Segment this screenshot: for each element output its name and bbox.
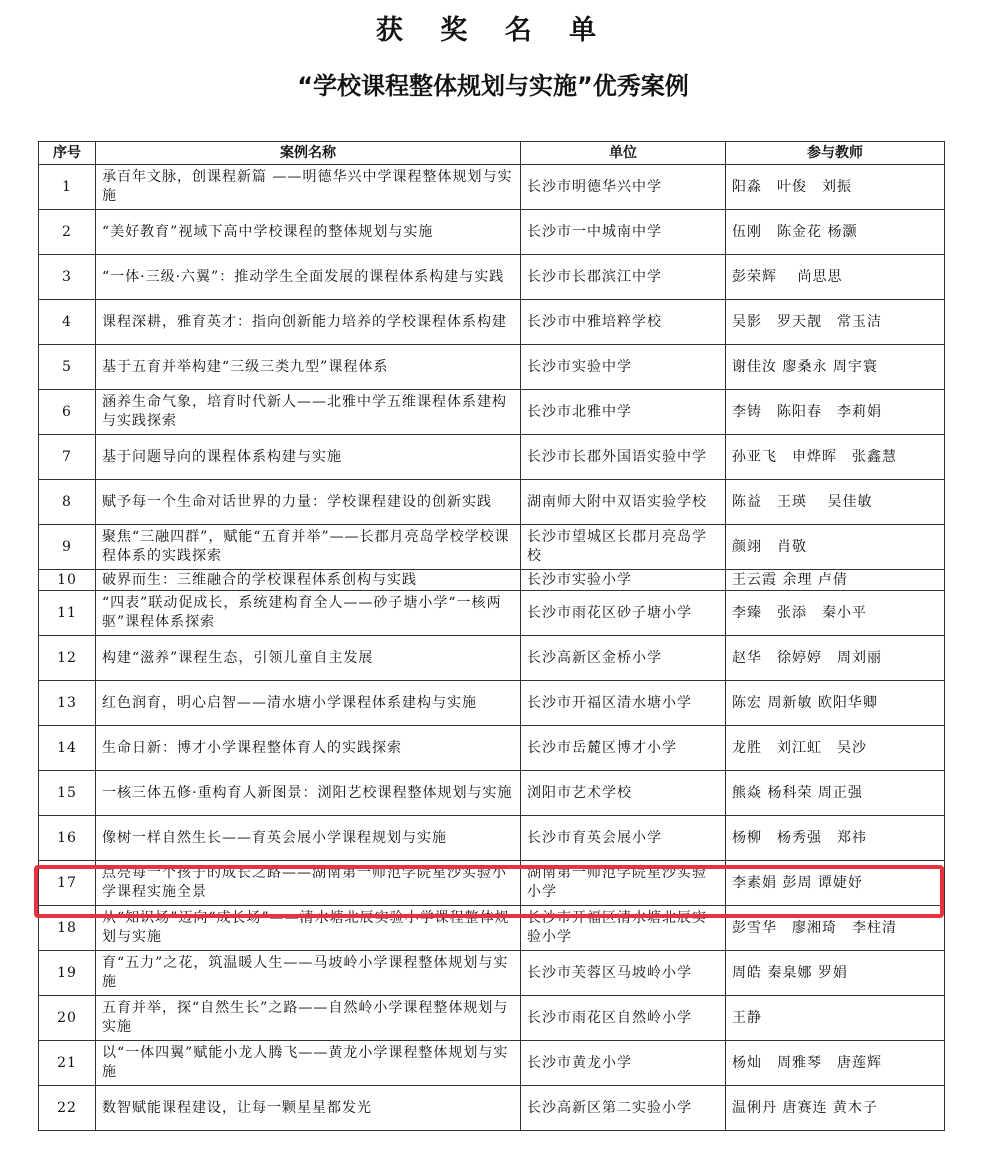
row-unit: 长沙市实验小学 bbox=[521, 570, 726, 591]
row-case-name: 一核三体五修·重构育人新图景：浏阳艺校课程整体规划与实施 bbox=[96, 771, 521, 816]
row-teachers: 杨灿 周雅琴 唐莲辉 bbox=[726, 1041, 945, 1086]
row-teachers: 陈益 王瑛 吴佳敏 bbox=[726, 480, 945, 525]
row-index: 6 bbox=[39, 390, 96, 435]
row-case-name: 课程深耕，雅育英才：指向创新能力培养的学校课程体系构建 bbox=[96, 300, 521, 345]
row-index: 17 bbox=[39, 861, 96, 906]
row-unit: 长沙市中雅培粹学校 bbox=[521, 300, 726, 345]
row-teachers: 阳淼 叶俊 刘振 bbox=[726, 165, 945, 210]
row-teachers: 王云霞 余理 卢倩 bbox=[726, 570, 945, 591]
table-row bbox=[39, 726, 945, 771]
row-unit: 长沙市雨花区砂子塘小学 bbox=[521, 591, 726, 636]
row-unit: 长沙高新区金桥小学 bbox=[521, 636, 726, 681]
row-index: 2 bbox=[39, 210, 96, 255]
row-unit: 长沙市北雅中学 bbox=[521, 390, 726, 435]
row-case-name: 五育并举，探“自然生长”之路——自然岭小学课程整体规划与实施 bbox=[96, 996, 521, 1041]
row-index: 19 bbox=[39, 951, 96, 996]
row-case-name: 基于五育并举构建“三级三类九型”课程体系 bbox=[96, 345, 521, 390]
table-row bbox=[39, 435, 945, 480]
header-teachers: 参与教师 bbox=[726, 142, 945, 165]
row-case-name: 从“知识场”迈向“成长场”——清水塘北辰实验小学课程整体规划与实施 bbox=[96, 906, 521, 951]
row-index: 14 bbox=[39, 726, 96, 771]
table-row bbox=[39, 1086, 945, 1131]
row-unit: 长沙市黄龙小学 bbox=[521, 1041, 726, 1086]
row-unit: 长沙市一中城南中学 bbox=[521, 210, 726, 255]
table-row bbox=[39, 861, 945, 906]
row-teachers: 彭荣辉 尚思思 bbox=[726, 255, 945, 300]
row-teachers: 孙亚飞 申烨晖 张鑫慧 bbox=[726, 435, 945, 480]
row-unit: 长沙市雨花区自然岭小学 bbox=[521, 996, 726, 1041]
row-index: 7 bbox=[39, 435, 96, 480]
row-unit: 湖南师大附中双语实验学校 bbox=[521, 480, 726, 525]
table-row bbox=[39, 636, 945, 681]
row-index: 4 bbox=[39, 300, 96, 345]
row-index: 1 bbox=[39, 165, 96, 210]
table-row bbox=[39, 816, 945, 861]
row-index: 12 bbox=[39, 636, 96, 681]
row-unit: 湖南第一师范学院星沙实验小学 bbox=[521, 861, 726, 906]
row-case-name: 基于问题导向的课程体系构建与实施 bbox=[96, 435, 521, 480]
table-row bbox=[39, 996, 945, 1041]
page-subtitle: “学校课程整体规划与实施”优秀案例 bbox=[297, 72, 689, 100]
row-teachers: 陈宏 周新敏 欧阳华卿 bbox=[726, 681, 945, 726]
row-case-name: 破界而生：三维融合的学校课程体系创构与实践 bbox=[96, 570, 521, 591]
row-index: 13 bbox=[39, 681, 96, 726]
row-case-name: 聚焦“三融四群”，赋能“五育并举”——长郡月亮岛学校学校课程体系的实践探索 bbox=[96, 525, 521, 570]
row-teachers: 颜翊 肖敬 bbox=[726, 525, 945, 570]
row-unit: 长沙市开福区清水塘北辰实验小学 bbox=[521, 906, 726, 951]
row-case-name: 以“一体四翼”赋能小龙人腾飞——黄龙小学课程整体规划与实施 bbox=[96, 1041, 521, 1086]
header-case-name: 案例名称 bbox=[96, 142, 521, 165]
table-row bbox=[39, 771, 945, 816]
row-unit: 浏阳市艺术学校 bbox=[521, 771, 726, 816]
award-table bbox=[38, 141, 945, 1131]
table-row bbox=[39, 345, 945, 390]
row-teachers: 杨柳 杨秀强 郑祎 bbox=[726, 816, 945, 861]
table-row bbox=[39, 210, 945, 255]
row-index: 15 bbox=[39, 771, 96, 816]
table-row bbox=[39, 165, 945, 210]
row-teachers: 龙胜 刘江虹 吴沙 bbox=[726, 726, 945, 771]
table-row bbox=[39, 591, 945, 636]
row-teachers: 吴影 罗天靓 常玉洁 bbox=[726, 300, 945, 345]
row-case-name: 育“五力”之花，筑温暖人生——马坡岭小学课程整体规划与实施 bbox=[96, 951, 521, 996]
row-index: 21 bbox=[39, 1041, 96, 1086]
row-unit: 长沙市实验中学 bbox=[521, 345, 726, 390]
row-index: 16 bbox=[39, 816, 96, 861]
row-teachers: 谢佳汝 廖桑永 周宇寰 bbox=[726, 345, 945, 390]
row-index: 11 bbox=[39, 591, 96, 636]
row-teachers: 伍刚 陈金花 杨灏 bbox=[726, 210, 945, 255]
table-row bbox=[39, 300, 945, 345]
row-index: 18 bbox=[39, 906, 96, 951]
row-unit: 长沙市明德华兴中学 bbox=[521, 165, 726, 210]
row-case-name: “一体·三级·六翼”：推动学生全面发展的课程体系构建与实践 bbox=[96, 255, 521, 300]
row-unit: 长沙高新区第二实验小学 bbox=[521, 1086, 726, 1131]
row-index: 8 bbox=[39, 480, 96, 525]
table-row bbox=[39, 1041, 945, 1086]
row-case-name: 构建“滋养”课程生态，引领儿童自主发展 bbox=[96, 636, 521, 681]
row-unit: 长沙市芙蓉区马坡岭小学 bbox=[521, 951, 726, 996]
row-teachers: 温俐丹 唐赛连 黄木子 bbox=[726, 1086, 945, 1131]
table-row bbox=[39, 570, 945, 591]
table-row bbox=[39, 525, 945, 570]
row-index: 22 bbox=[39, 1086, 96, 1131]
row-index: 9 bbox=[39, 525, 96, 570]
row-unit: 长沙市开福区清水塘小学 bbox=[521, 681, 726, 726]
row-case-name: 赋予每一个生命对话世界的力量：学校课程建设的创新实践 bbox=[96, 480, 521, 525]
table-row bbox=[39, 681, 945, 726]
row-case-name: 红色润育，明心启智——清水塘小学课程体系建构与实施 bbox=[96, 681, 521, 726]
row-unit: 长沙市育英会展小学 bbox=[521, 816, 726, 861]
row-teachers: 熊焱 杨科荣 周正强 bbox=[726, 771, 945, 816]
table-row bbox=[39, 951, 945, 996]
row-teachers: 李素娟 彭周 谭婕妤 bbox=[726, 861, 945, 906]
row-unit: 长沙市长郡外国语实验中学 bbox=[521, 435, 726, 480]
row-case-name: 涵养生命气象，培育时代新人——北雅中学五维课程体系建构与实践探索 bbox=[96, 390, 521, 435]
row-teachers: 王静 bbox=[726, 996, 945, 1041]
row-case-name: 生命日新：博才小学课程整体育人的实践探索 bbox=[96, 726, 521, 771]
row-unit: 长沙市望城区长郡月亮岛学校 bbox=[521, 525, 726, 570]
table-row bbox=[39, 480, 945, 525]
table-row bbox=[39, 390, 945, 435]
row-teachers: 彭雪华 廖湘琦 李柱清 bbox=[726, 906, 945, 951]
row-index: 3 bbox=[39, 255, 96, 300]
row-case-name: 点亮每一个孩子的成长之路——湖南第一师范学院星沙实验小学课程实施全景 bbox=[96, 861, 521, 906]
table-row bbox=[39, 255, 945, 300]
row-case-name: 像树一样自然生长——育英会展小学课程规划与实施 bbox=[96, 816, 521, 861]
row-teachers: 李铸 陈阳春 李莉娟 bbox=[726, 390, 945, 435]
row-case-name: “四表”联动促成长，系统建构育全人——砂子塘小学“一核两驱”课程体系探索 bbox=[96, 591, 521, 636]
row-unit: 长沙市岳麓区博才小学 bbox=[521, 726, 726, 771]
row-teachers: 李臻 张添 秦小平 bbox=[726, 591, 945, 636]
table-header-row bbox=[39, 142, 945, 165]
row-teachers: 周皓 秦臬娜 罗娟 bbox=[726, 951, 945, 996]
row-index: 20 bbox=[39, 996, 96, 1041]
row-case-name: 承百年文脉，创课程新篇 ——明德华兴中学课程整体规划与实施 bbox=[96, 165, 521, 210]
row-case-name: 数智赋能课程建设，让每一颗星星都发光 bbox=[96, 1086, 521, 1131]
header-unit: 单位 bbox=[521, 142, 726, 165]
table-row bbox=[39, 906, 945, 951]
page-title: 获 奖 名 单 bbox=[375, 15, 611, 46]
row-unit: 长沙市长郡滨江中学 bbox=[521, 255, 726, 300]
row-case-name: “美好教育”视域下高中学校课程的整体规划与实施 bbox=[96, 210, 521, 255]
row-teachers: 赵华 徐婷婷 周刘丽 bbox=[726, 636, 945, 681]
row-index: 10 bbox=[39, 570, 96, 591]
row-index: 5 bbox=[39, 345, 96, 390]
header-index: 序号 bbox=[39, 142, 96, 165]
